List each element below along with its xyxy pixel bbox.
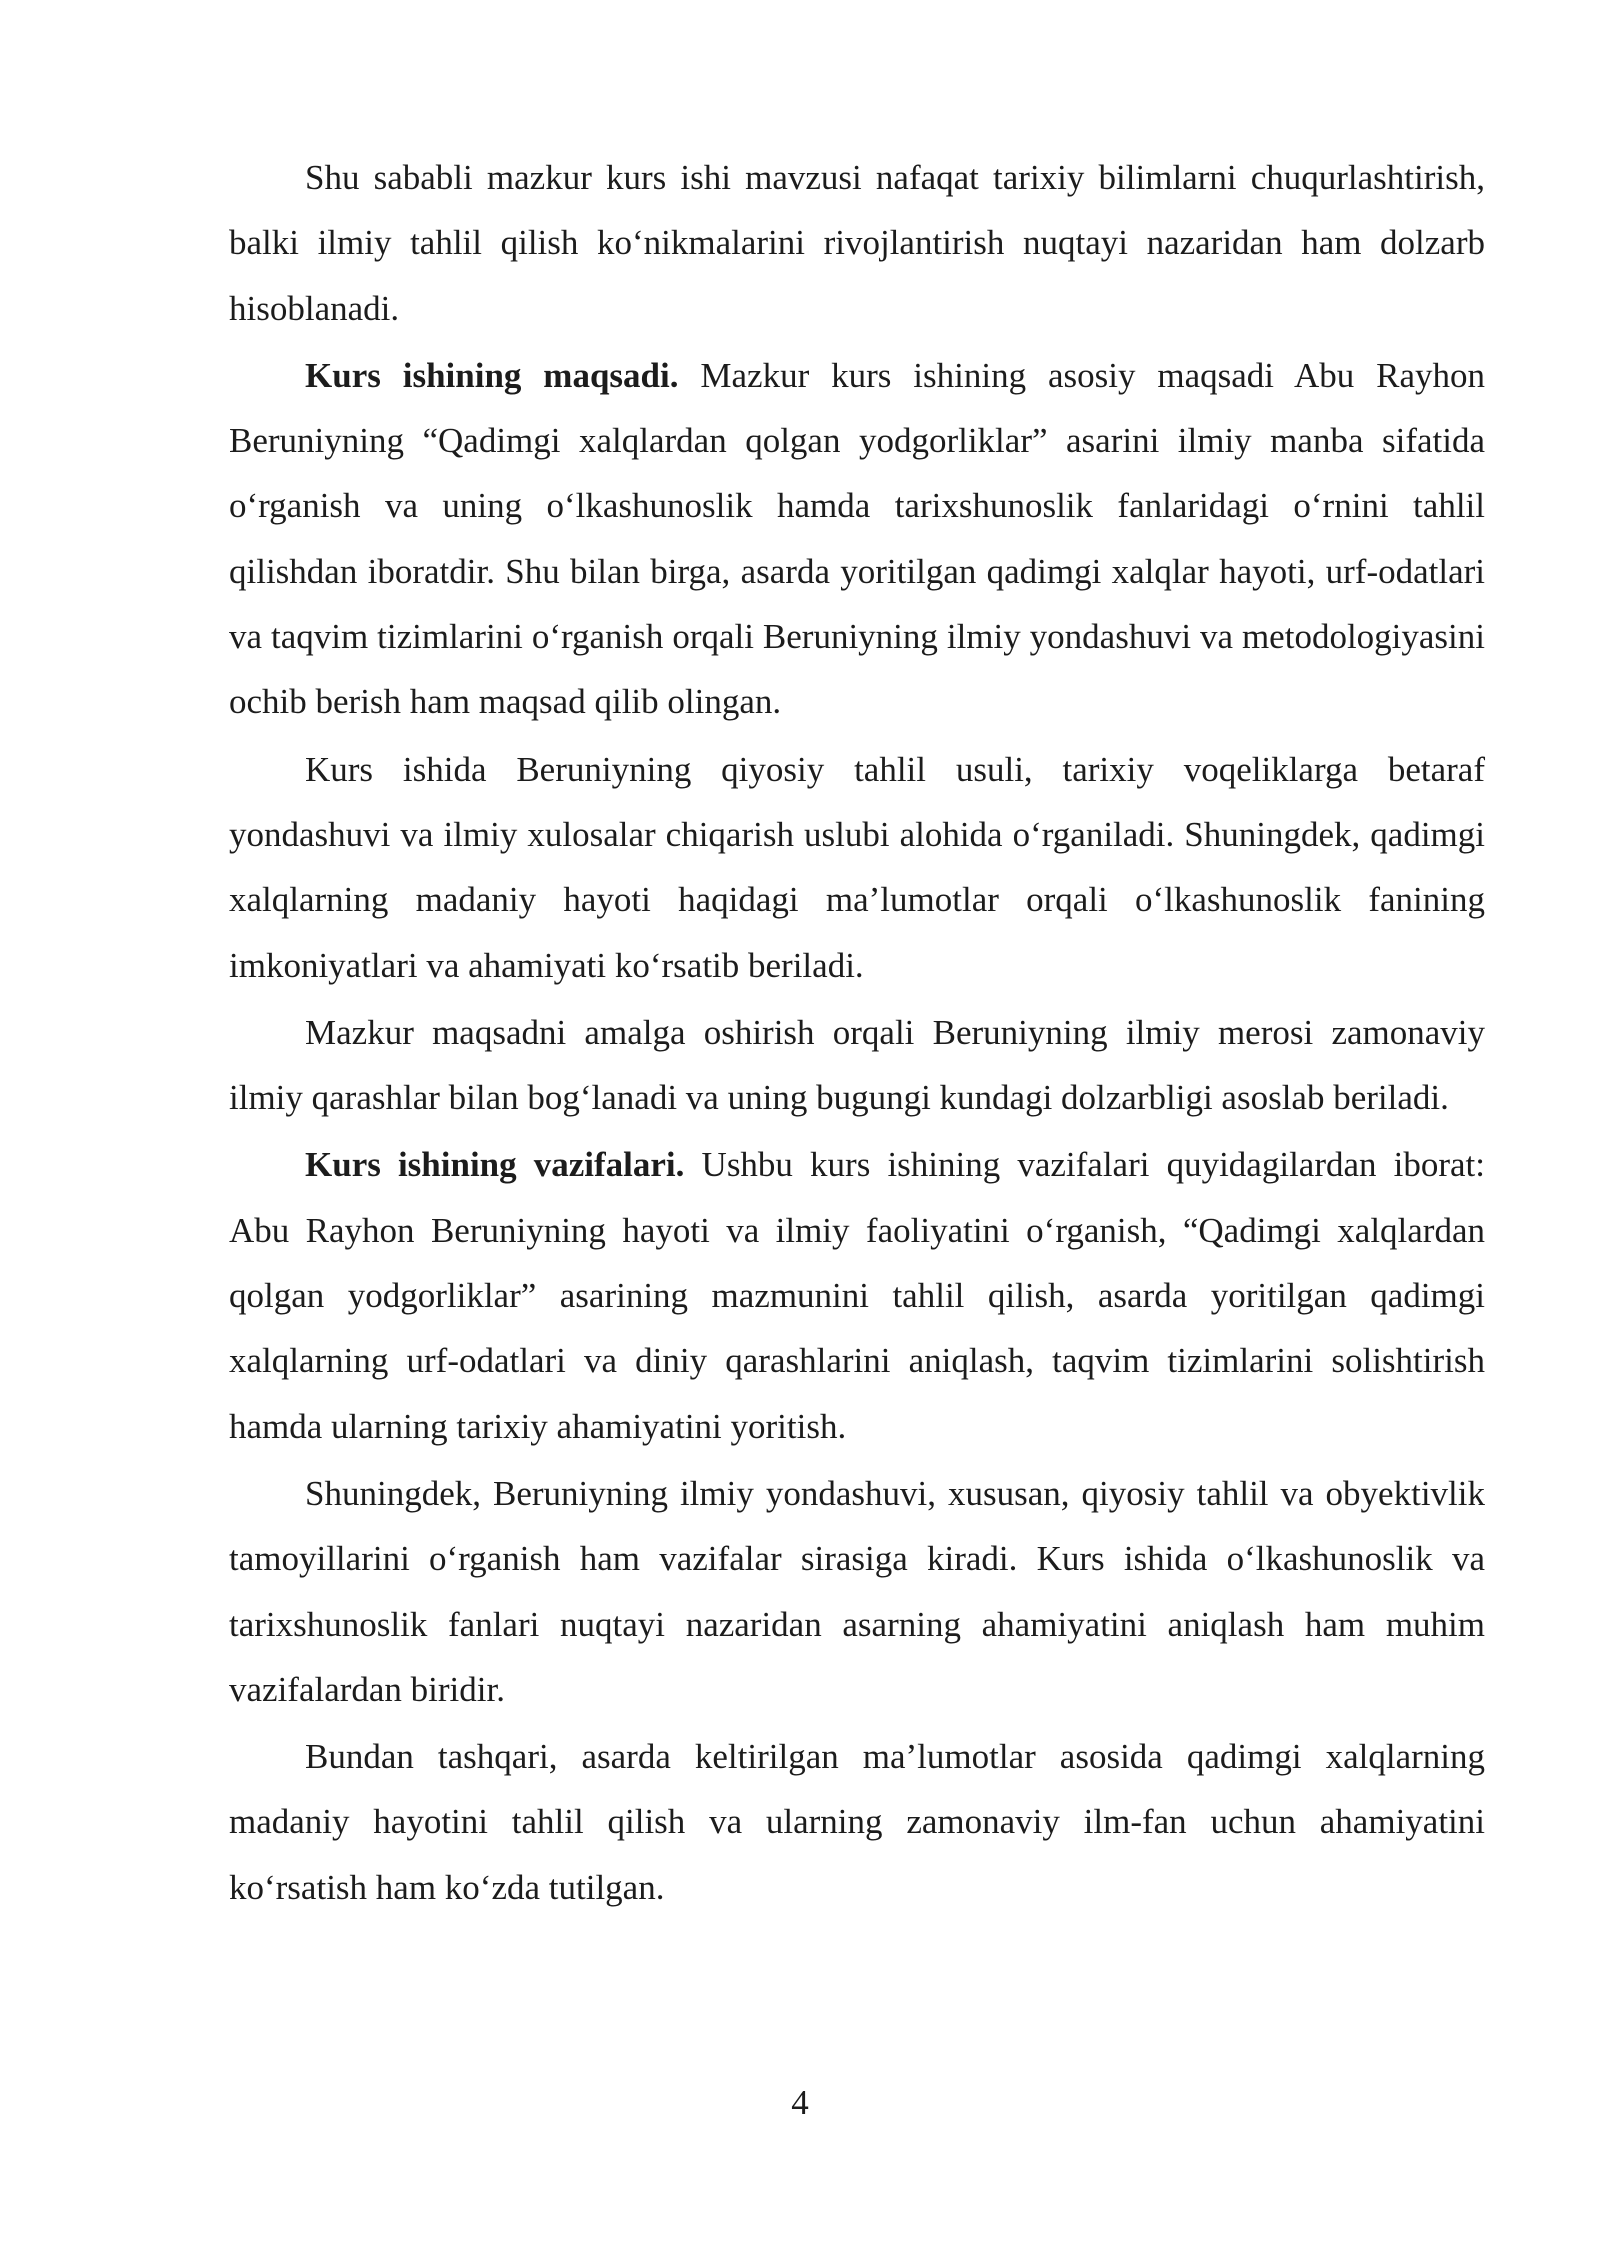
- section-heading-goal: Kurs ishining maqsadi.: [305, 355, 679, 395]
- paragraph-3: [229, 737, 1485, 998]
- paragraph-text: Kurs ishida Beruniyning qiyosiy tahlil usuli, tarixiy voqeliklarga betaraf yondashuvi va ilmiy xulosalar chiqarish uslubi alohida o‘rganiladi. Shuningdek, qadimgi xalqlarning madaniy hayoti haqidagi ma’lumotlar orqali o‘lkashunoslik fanining imkoniyatlari va ahamiyati ko‘rsatib beriladi.: [229, 749, 1485, 985]
- body-text: [229, 145, 1485, 1922]
- paragraph-6: [229, 1461, 1485, 1722]
- paragraph-5-tasks: [229, 1132, 1485, 1458]
- paragraph-2-goal: [229, 343, 1485, 735]
- paragraph-text: Bundan tashqari, asarda keltirilgan ma’lumotlar asosida qadimgi xalqlarning madaniy hayotini tahlil qilish va ularning zamonaviy ilm-fan uchun ahamiyatini ko‘rsatish ham ko‘zda tutilgan.: [229, 1737, 1485, 1907]
- paragraph-1: [229, 145, 1485, 341]
- paragraph-text: Ushbu kurs ishining vazifalari quyidagilardan iborat: Abu Rayhon Beruniyning hayoti va ilmiy faoliyatini o‘rganish, “Qadimgi xalqlardan qolgan yodgorliklar” asarining mazmunini tahlil qilish, asarda yoritilgan qadimgi xalqlarning urf-odatlari va diniy qarashlarini aniqlash, taqvim tizimlarini solishtirish hamda ularning tarixiy ahamiyatini yoritish.: [229, 1145, 1485, 1446]
- paragraph-text: Mazkur kurs ishining asosiy maqsadi Abu Rayhon Beruniyning “Qadimgi xalqlardan qolgan yodgorliklar” asarini ilmiy manba sifatida o‘rganish va uning o‘lkashunoslik hamda tarixshunoslik fanlaridagi o‘rnini tahlil qilishdan iboratdir. Shu bilan birga, asarda yoritilgan qadimgi xalqlar hayoti, urf-odatlari va taqvim tizimlarini o‘rganish orqali Beruniyning ilmiy yondashuvi va metodologiyasini ochib berish ham maqsad qilib olingan.: [229, 355, 1485, 722]
- paragraph-text: Shuningdek, Beruniyning ilmiy yondashuvi, xususan, qiyosiy tahlil va obyektivlik tamoyillarini o‘rganish ham vazifalar sirasiga kiradi. Kurs ishida o‘lkashunoslik va tarixshunoslik fanlari nuqtayi nazaridan asarning ahamiyatini aniqlash ham muhim vazifalardan biridir.: [229, 1473, 1485, 1709]
- page-number: 4: [791, 2083, 809, 2122]
- section-heading-tasks: Kurs ishining vazifalari.: [305, 1145, 685, 1185]
- paragraph-text: Mazkur maqsadni amalga oshirish orqali Beruniyning ilmiy merosi zamonaviy ilmiy qarashlar bilan bog‘lanadi va uning bugungi kundagi dolzarbligi asoslab beriladi.: [229, 1012, 1485, 1118]
- paragraph-text: Shu sababli mazkur kurs ishi mavzusi nafaqat tarixiy bilimlarni chuqurlashtirish, balki ilmiy tahlil qilish ko‘nikmalarini rivojlantirish nuqtayi nazaridan ham dolzarb hisoblanadi.: [229, 158, 1485, 328]
- paragraph-7: [229, 1724, 1485, 1920]
- paragraph-4: [229, 1000, 1485, 1131]
